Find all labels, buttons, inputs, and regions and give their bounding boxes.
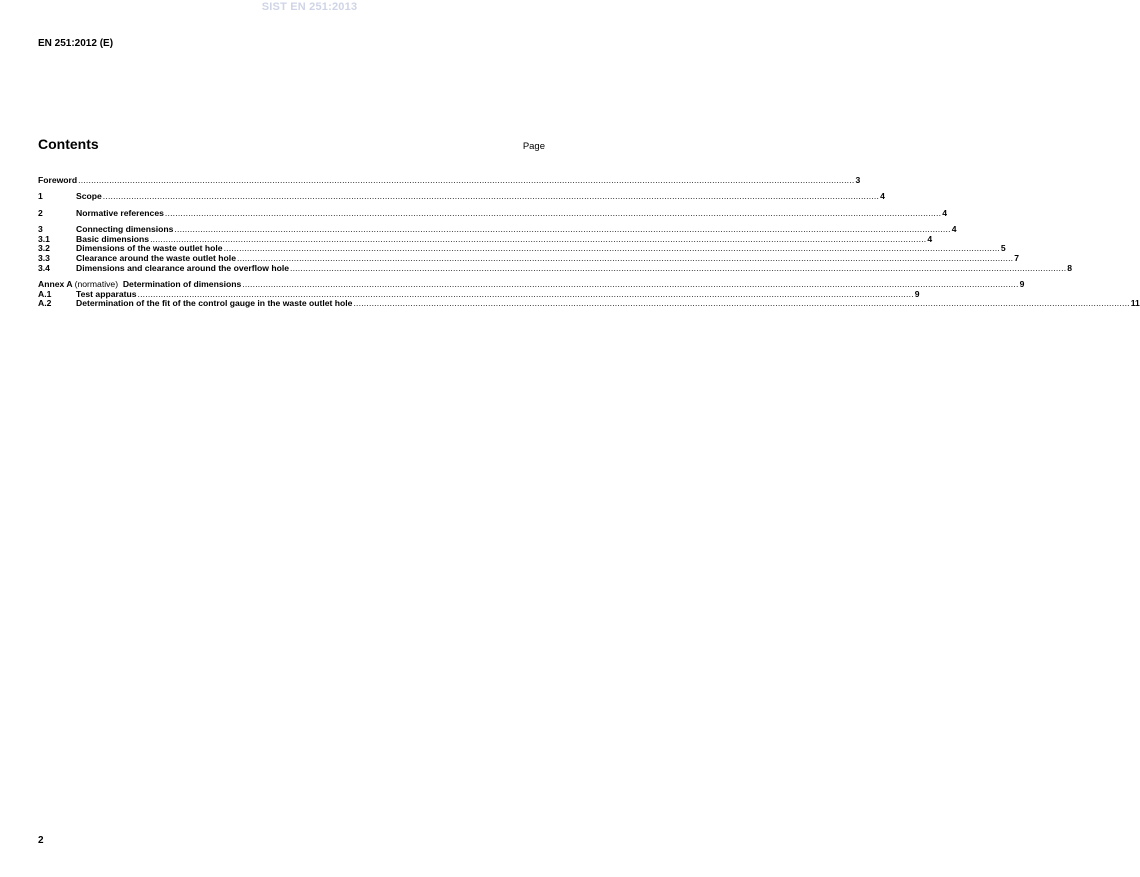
toc-entry-number: 1 xyxy=(38,191,43,202)
toc-entry-title: Normative references xyxy=(76,207,164,218)
dot-leader: ............................................................................................................................................................................................................................................................................................................ xyxy=(78,175,855,185)
toc-entry-page: 9 xyxy=(1019,278,1025,289)
toc-entry-title: Connecting dimensions xyxy=(76,224,174,235)
annex-label: Annex A xyxy=(38,278,75,289)
toc-entry-page: 4 xyxy=(942,207,947,218)
toc-entry-overflow-hole[interactable] xyxy=(38,262,1073,274)
toc-entry-page: 7 xyxy=(1014,252,1020,263)
toc-entry-number: 3.1 xyxy=(38,233,50,244)
toc-entry-control-gauge-fit[interactable] xyxy=(38,298,1140,309)
toc-entry-number: 3.2 xyxy=(38,243,50,254)
toc-entry-number: 3.4 xyxy=(38,262,50,273)
document-id: EN 251:2012 (E) xyxy=(38,38,114,49)
toc-entry-title: Determination of the fit of the control gauge in the waste outlet hole xyxy=(76,298,353,309)
watermark: SIST EN 251:2013 xyxy=(261,1,358,13)
toc-entry-page: 5 xyxy=(1000,243,1006,254)
dot-leader: ............................................................................................................................................................................................................................................................................................................ xyxy=(353,298,1130,309)
dot-leader: ............................................................................................................................................................................................................................................................................................................ xyxy=(174,224,951,235)
toc-entry-scope[interactable] xyxy=(38,191,885,202)
toc-entry-number: A.2 xyxy=(38,298,52,309)
toc-entry-number: 3 xyxy=(38,224,43,235)
toc-entry-title: Dimensions and clearance around the overflow hole xyxy=(76,262,289,273)
toc-entry-foreword[interactable] xyxy=(38,175,861,186)
toc-entry-title: Dimensions of the waste outlet hole xyxy=(76,243,223,254)
toc-entry-page: 11 xyxy=(1130,298,1140,309)
dot-leader: ............................................................................................................................................................................................................................................................................................................ xyxy=(223,243,1000,254)
dot-leader: ............................................................................................................................................................................................................................................................................................................ xyxy=(242,278,1019,289)
annex-title: Determination of dimensions xyxy=(118,278,242,289)
toc-entry-title: Basic dimensions xyxy=(76,233,150,244)
annex-type: (normative) xyxy=(74,278,119,289)
dot-leader: ............................................................................................................................................................................................................................................................................................................ xyxy=(102,191,880,202)
toc-entry-page: 4 xyxy=(951,224,957,235)
toc-entry-title: Foreword xyxy=(38,175,78,185)
toc-entry-page: 4 xyxy=(927,233,933,244)
toc-entry-number: A.1 xyxy=(38,288,52,299)
page-number: 2 xyxy=(38,835,44,846)
contents-header xyxy=(38,136,545,152)
toc-entry-number: 3.3 xyxy=(38,252,50,263)
dot-leader: ............................................................................................................................................................................................................................................................................................................ xyxy=(164,207,942,218)
toc-entry-page: 9 xyxy=(914,288,920,299)
toc-entry-title: Clearance around the waste outlet hole xyxy=(76,252,236,263)
dot-leader: ............................................................................................................................................................................................................................................................................................................ xyxy=(137,288,914,299)
toc-entry-normative-references[interactable] xyxy=(38,207,947,219)
table-of-contents xyxy=(38,175,1140,309)
toc-entry-page: 8 xyxy=(1067,262,1073,273)
toc-entry-title: Test apparatus xyxy=(76,288,137,299)
dot-leader: ............................................................................................................................................................................................................................................................................................................ xyxy=(236,252,1014,263)
contents-title: Contents xyxy=(38,136,99,152)
dot-leader: ............................................................................................................................................................................................................................................................................................................ xyxy=(150,233,927,244)
toc-entry-page: 4 xyxy=(880,191,885,202)
page-column-label: Page xyxy=(522,141,545,152)
toc-entry-page: 3 xyxy=(855,175,861,185)
toc-entry-number: 2 xyxy=(38,207,43,218)
dot-leader: ............................................................................................................................................................................................................................................................................................................ xyxy=(290,262,1067,273)
toc-entry-title: Scope xyxy=(76,191,102,202)
